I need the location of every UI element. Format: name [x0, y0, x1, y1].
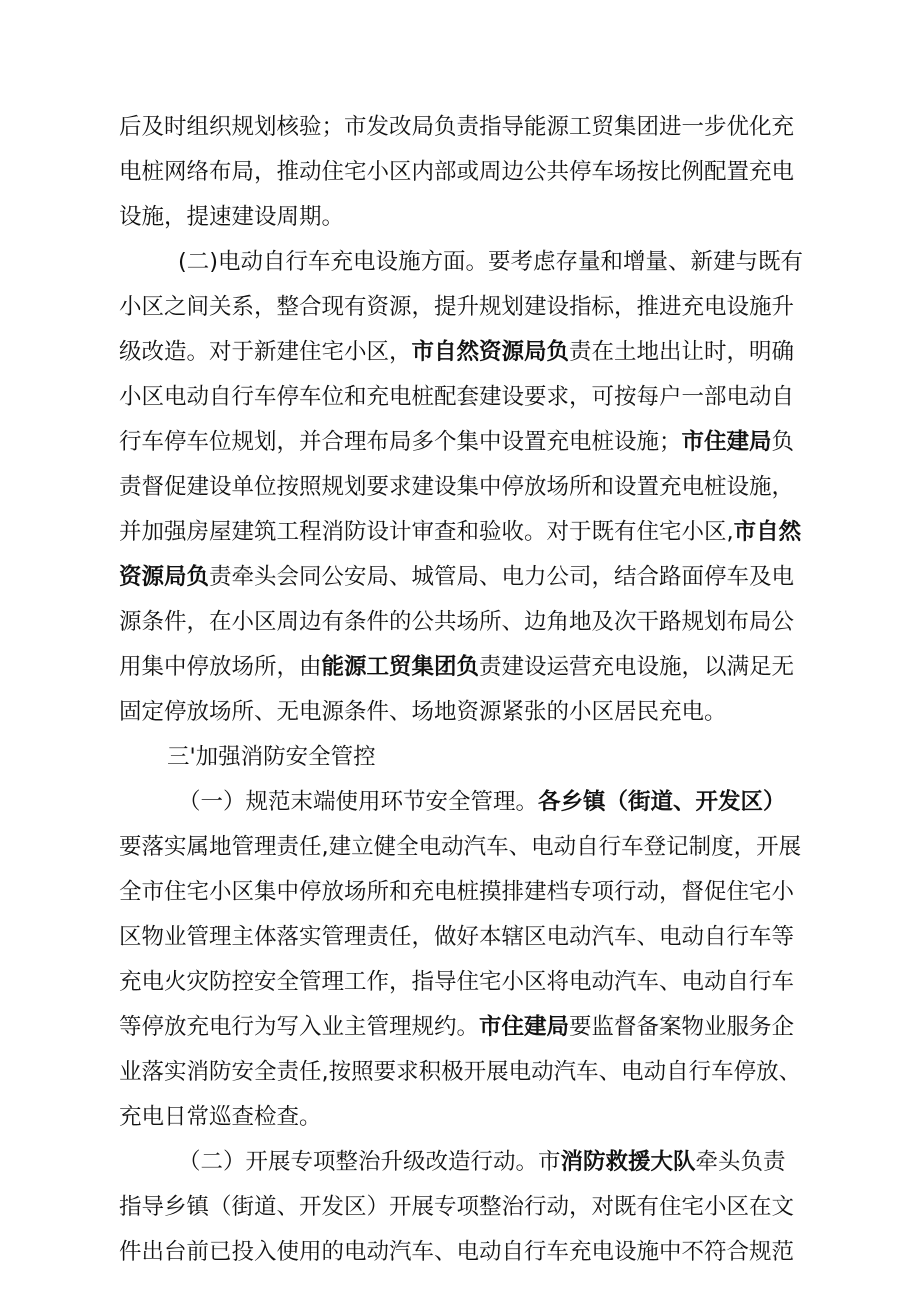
text-segment: （二）开展专项整治升级改造行动。市	[178, 1149, 561, 1175]
text-line	[167, 734, 920, 780]
text-segment: 用集中停放场所，由	[119, 654, 322, 680]
text-segment: 要落实属地管理责任,建立健全电动汽车、电动自行车登记制度，开展	[119, 834, 802, 860]
text-line	[119, 464, 920, 510]
text-line	[119, 194, 920, 240]
text-segment: 充电日常巡查检查。	[119, 1104, 322, 1130]
text-line	[119, 644, 920, 690]
text-line	[119, 1049, 920, 1095]
text-line	[178, 1139, 920, 1185]
text-segment: 业落实消防安全责任,按照要求积极开展电动汽车、电动自行车停放、	[119, 1059, 802, 1085]
text-line	[119, 554, 920, 600]
text-segment: 全市住宅小区集中停放场所和充电桩摸排建档专项行动，督促住宅小	[119, 879, 795, 905]
text-line	[119, 104, 920, 150]
bold-text-segment: 市自然	[733, 519, 802, 545]
text-segment: 责督促建设单位按照规划要求建设集中停放场所和设置充电桩设施，	[119, 474, 795, 500]
text-segment: 责建设运营充电设施，以满足无	[479, 654, 795, 680]
bold-text-segment: 市自然资源局负	[411, 339, 570, 365]
text-segment: 源条件，在小区周边有条件的公共场所、边角地及次干路规划布局公	[119, 609, 795, 635]
bold-text-segment: 各乡镇（街道、开发区）	[538, 789, 786, 815]
text-line	[119, 374, 920, 420]
text-line	[119, 1004, 920, 1050]
text-segment: （一）规范末端使用环节安全管理。	[178, 789, 539, 815]
text-segment: 小区之间关系，整合现有资源，提升规划建设指标，推进充电设施升	[119, 294, 795, 320]
bold-text-segment: 资源局负	[119, 564, 210, 590]
text-line	[119, 689, 920, 735]
text-segment: (二)电动自行车充电设施方面。要考虑存量和增量、新建与既有	[178, 249, 804, 275]
text-segment: 指导乡镇（街道、开发区）开展专项整治行动，对既有住宅小区在文	[119, 1194, 795, 1220]
text-segment: 电桩网络布局，推动住宅小区内部或周边公共停车场按比例配置充电	[119, 159, 795, 185]
text-line	[119, 824, 920, 870]
text-segment: 充电火灾防控安全管理工作，指导住宅小区将电动汽车、电动自行车	[119, 969, 795, 995]
text-line	[178, 779, 920, 825]
text-line	[119, 509, 920, 555]
text-line	[119, 914, 920, 960]
text-line	[119, 959, 920, 1005]
text-segment: 小区电动自行车停车位和充电桩配套建设要求，可按每户一部电动自	[119, 384, 795, 410]
text-segment: 负	[771, 429, 795, 455]
text-segment: 固定停放场所、无电源条件、场地资源紧张的小区居民充电。	[119, 699, 727, 725]
text-segment: 并加强房屋建筑工程消防设计审查和验收。对于既有住宅小区,	[119, 519, 734, 545]
text-segment: 三'加强消防安全管控	[167, 744, 376, 770]
text-line	[119, 284, 920, 330]
text-segment: 后及时组织规划核验；市发改局负责指导能源工贸集团进一步优化充	[119, 114, 795, 140]
text-segment: 区物业管理主体落实管理责任，做好本辖区电动汽车、电动自行车等	[119, 924, 795, 950]
text-segment: 责在土地出让时，明确	[569, 339, 795, 365]
text-line	[119, 1229, 920, 1275]
text-line	[119, 149, 920, 195]
text-segment: 等停放充电行为写入业主管理规约。	[119, 1014, 480, 1040]
text-line	[178, 239, 920, 285]
text-line	[119, 599, 920, 645]
text-line	[119, 419, 920, 465]
text-line	[119, 1094, 920, 1140]
bold-text-segment: 能源工贸集团负	[321, 654, 480, 680]
text-segment: 牵头负责	[695, 1149, 786, 1175]
text-segment: 级改造。对于新建住宅小区，	[119, 339, 412, 365]
text-line	[119, 1184, 920, 1230]
text-segment: 责牵头会同公安局、城管局、电力公司，结合路面停车及电	[209, 564, 795, 590]
text-segment: 设施，提速建设周期。	[119, 204, 345, 230]
text-segment: 件出台前已投入使用的电动汽车、电动自行车充电设施中不符合规范	[119, 1239, 795, 1265]
bold-text-segment: 消防救援大队	[560, 1149, 696, 1175]
bold-text-segment: 市住建局	[479, 1014, 570, 1040]
text-line	[119, 329, 920, 375]
text-line	[119, 869, 920, 915]
text-segment: 行车停车位规划，并合理布局多个集中设置充电桩设施；	[119, 429, 682, 455]
text-segment: 要监督备案物业服务企	[569, 1014, 795, 1040]
bold-text-segment: 市住建局	[681, 429, 772, 455]
